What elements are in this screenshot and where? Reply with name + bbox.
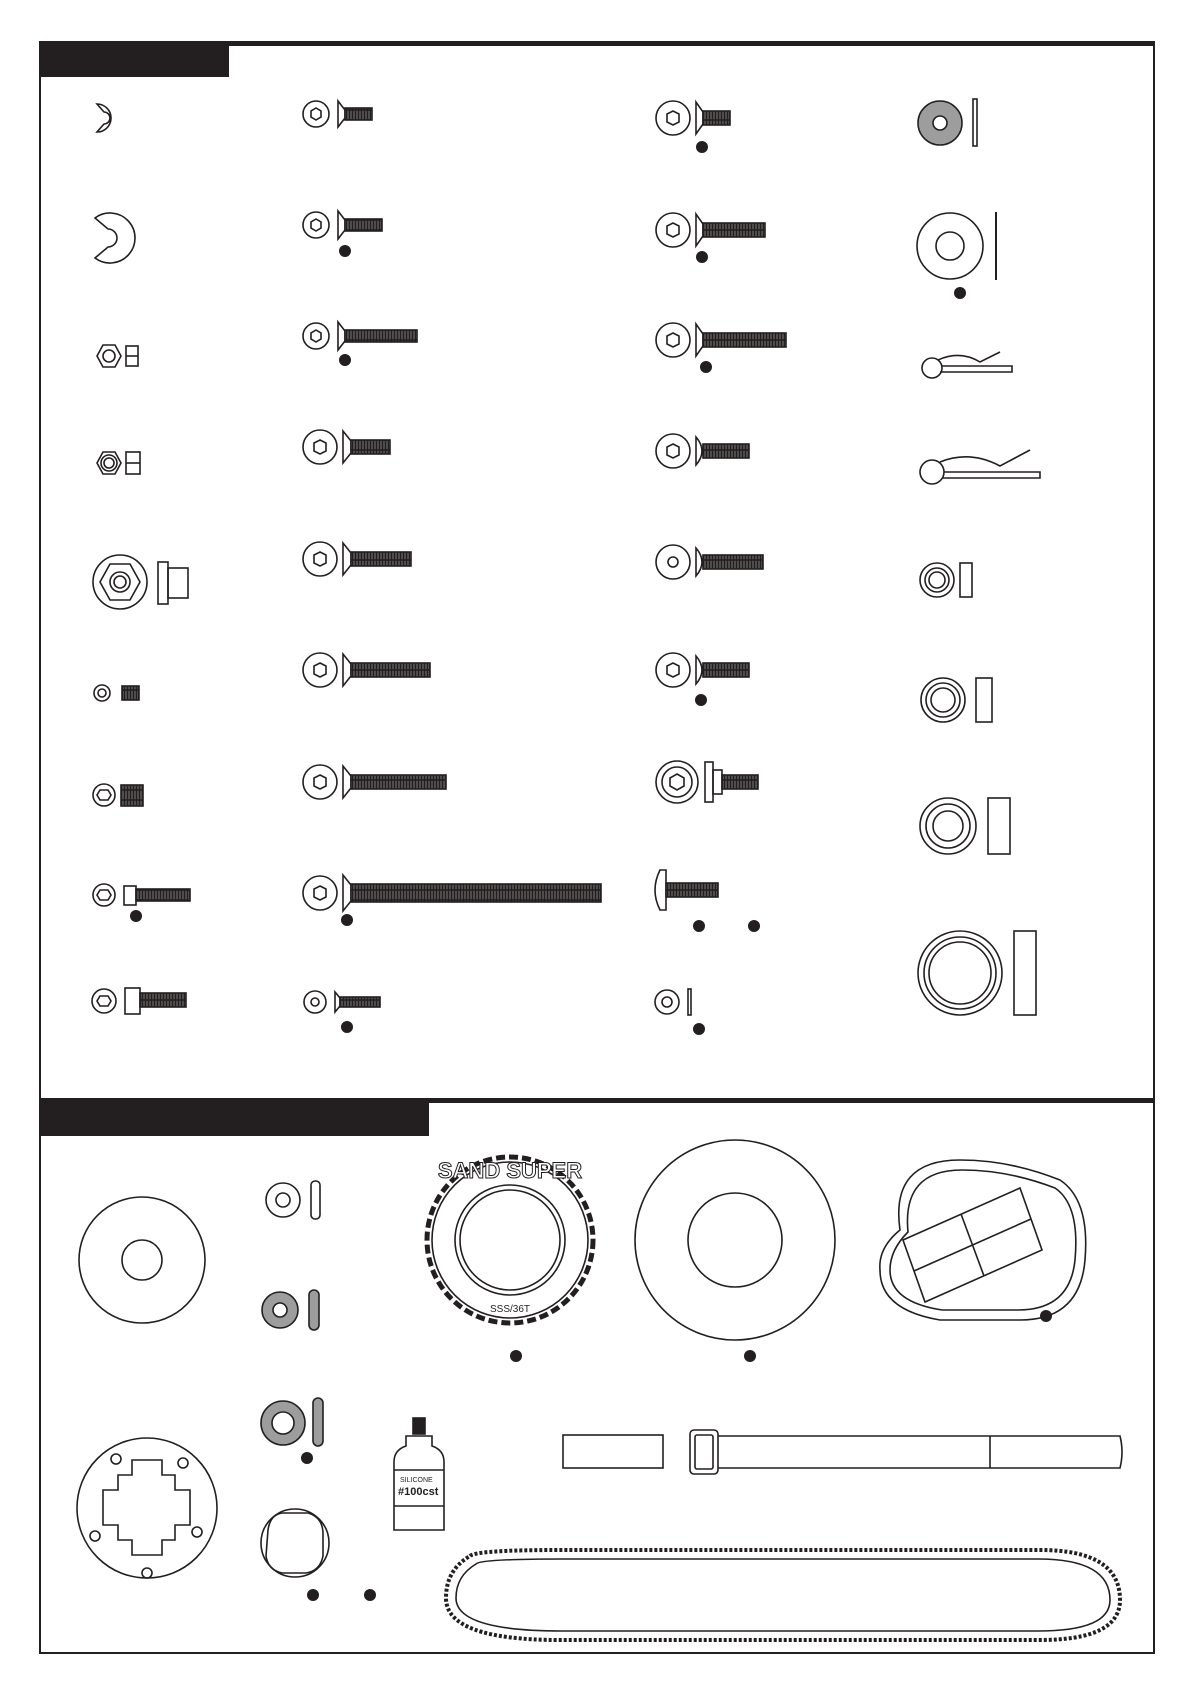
- body-clip-small: [922, 352, 1012, 378]
- bullet-marker: [744, 1350, 756, 1362]
- e-clip-small: [97, 104, 111, 132]
- battery-strap: [690, 1430, 1122, 1474]
- large-washer: [917, 212, 996, 280]
- bottle-label-line2: #100cst: [398, 1486, 439, 1498]
- bullet-marker: [693, 1023, 705, 1035]
- bullet-marker: [364, 1589, 376, 1601]
- button-head-screw-2: [656, 213, 765, 247]
- washer-head-screw: [655, 870, 718, 910]
- flange-lock-nut: [93, 555, 188, 609]
- diff-case-gear-plate: [77, 1438, 217, 1578]
- gear-ring-text: SAND SUPER: [437, 1158, 583, 1183]
- cap-screw-short: [92, 988, 186, 1014]
- flat-head-screw-mini: [304, 991, 380, 1013]
- nylon-lock-nut: [97, 452, 140, 474]
- flat-head-screw-5: [303, 542, 411, 576]
- grey-washer: [918, 99, 977, 146]
- e-clip-large: [95, 213, 135, 263]
- flat-head-screw-1: [303, 101, 372, 127]
- flat-head-screw-7: [303, 765, 446, 799]
- ball-bearing-3: [920, 798, 1010, 854]
- body-clip-large: [920, 450, 1040, 484]
- bullet-marker: [1040, 1310, 1052, 1322]
- bullet-marker: [339, 245, 351, 257]
- bullet-marker: [510, 1350, 522, 1362]
- bullet-marker: [341, 914, 353, 926]
- bullet-marker: [696, 251, 708, 263]
- grey-shim: [262, 1290, 319, 1330]
- flat-head-screw-4: [303, 430, 390, 464]
- bullet-marker: [700, 361, 712, 373]
- bullet-marker: [307, 1589, 319, 1601]
- bullet-marker: [695, 694, 707, 706]
- hex-nut: [97, 345, 138, 367]
- button-tapping-screw: [656, 653, 749, 687]
- bullet-marker: [130, 910, 142, 922]
- flat-head-screw-2: [303, 211, 382, 239]
- velcro-strap-block: [563, 1435, 663, 1468]
- bullet-marker: [693, 920, 705, 932]
- grey-spacer-ring: [261, 1398, 323, 1446]
- bullet-marker: [954, 287, 966, 299]
- o-ring: [261, 1509, 329, 1577]
- bullet-marker: [748, 920, 760, 932]
- small-washer: [655, 989, 691, 1015]
- gear-code-text: SSS/36T: [489, 1304, 531, 1315]
- flat-head-screw-6: [303, 653, 430, 687]
- tapping-screw: [656, 323, 786, 357]
- button-head-screw-1: [656, 101, 730, 135]
- flat-head-screw-long: [303, 875, 601, 911]
- set-screw-small: [94, 685, 139, 701]
- slipper-pad: [635, 1140, 835, 1340]
- cap-screw-medium: [93, 884, 190, 906]
- set-screw-large: [93, 784, 143, 806]
- large-disc-washer: [79, 1197, 205, 1323]
- bottle-label-line1: SILICONE: [400, 1477, 433, 1484]
- thin-shim: [266, 1181, 320, 1219]
- flat-head-screw-3: [303, 322, 417, 350]
- button-screw-3: [656, 434, 749, 468]
- bullet-marker: [341, 1021, 353, 1033]
- bullet-marker: [339, 354, 351, 366]
- flange-screw: [656, 761, 758, 803]
- drive-belt: [446, 1550, 1120, 1640]
- bullet-marker: [301, 1452, 313, 1464]
- battery-cover: [880, 1160, 1086, 1320]
- bullet-marker: [696, 141, 708, 153]
- silicone-oil-bottle: [394, 1418, 444, 1530]
- ball-bearing-2: [921, 678, 992, 722]
- ball-bearing-4: [918, 931, 1036, 1015]
- button-screw-4: [656, 545, 763, 579]
- ball-bearing-1: [920, 563, 972, 597]
